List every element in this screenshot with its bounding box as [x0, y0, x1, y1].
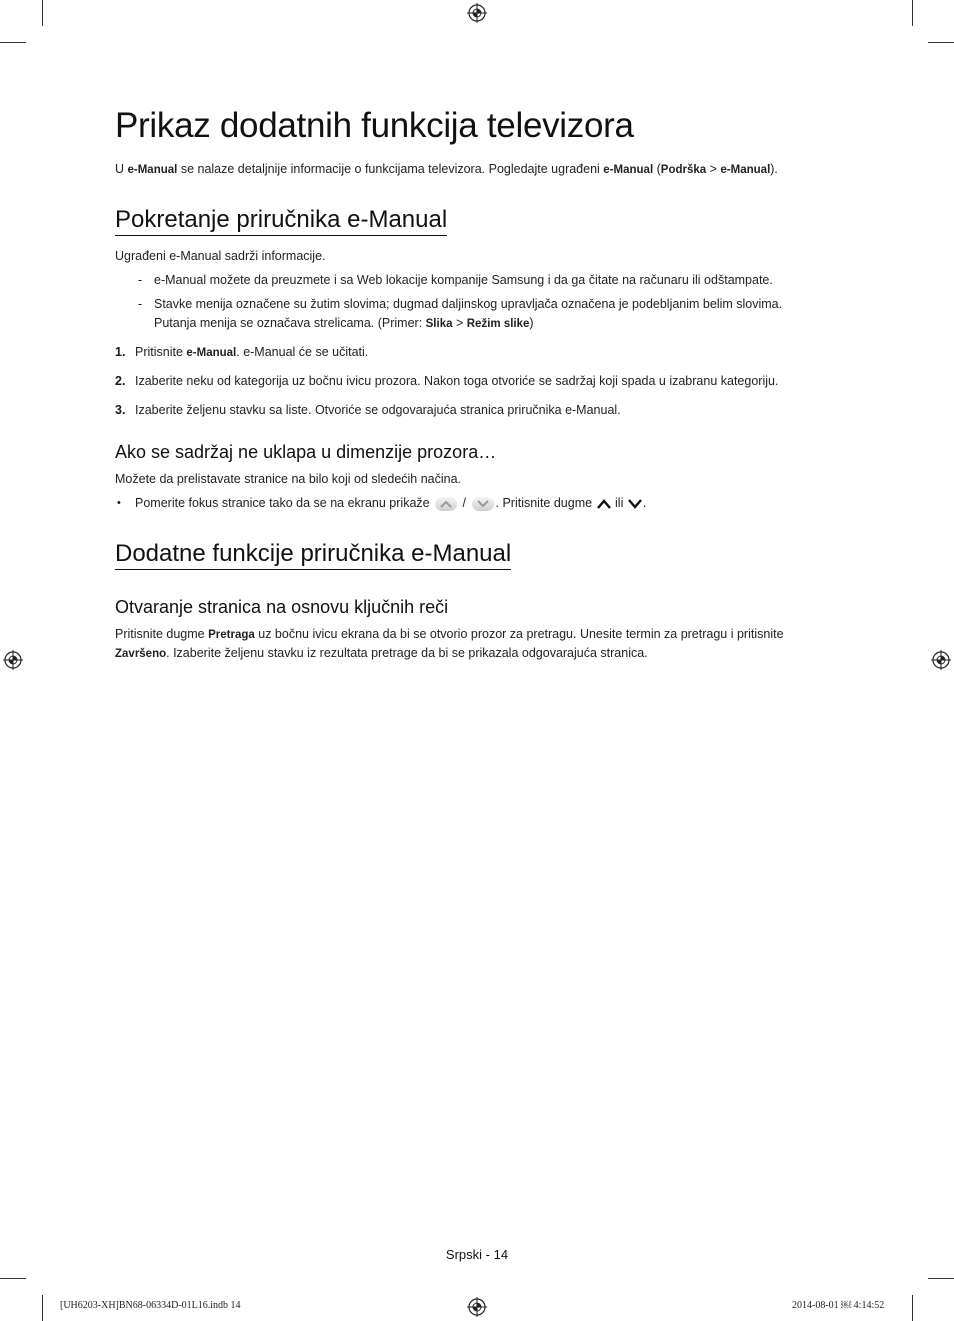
crop-mark — [42, 0, 43, 26]
step-text: Pritisnite e-Manual. e-Manual će se učitati. — [135, 345, 369, 359]
section-heading: Pokretanje priručnika e-Manual — [115, 206, 447, 236]
crop-mark — [928, 1278, 954, 1279]
crop-mark — [912, 0, 913, 26]
registration-mark-icon — [3, 650, 23, 670]
print-slug-right: 2014-08-01 ￼ 4:14:52 — [792, 1300, 885, 1311]
crop-mark — [42, 1295, 43, 1321]
subsection-lead: Možete da prelistavate stranice na bilo koji od sledećih načina. — [115, 472, 462, 486]
print-slug-left: [UH6203-XH]BN68-06334D-01L16.indb 14 — [60, 1300, 241, 1311]
step-text: Izaberite neku od kategorija uz bočnu ivicu prozora. Nakon toga otvoriće se sadržaj koji spada u izabranu kategoriju. — [135, 374, 779, 388]
emanual-term: e-Manual — [127, 164, 178, 176]
dash-marker: - — [138, 297, 143, 311]
button-term: Pretraga — [208, 629, 255, 641]
page-title: Prikaz dodatnih funkcija televizora — [115, 106, 634, 145]
intro-paragraph: U e-Manual se nalaze detaljnije informacije o funkcijama televizora. Pogledajte ugrađeni e-Manual (Podrška > e-Manual). — [115, 162, 778, 176]
step-text: Izaberite željenu stavku sa liste. Otvoriće se odgovarajuća stranica priručnika e-Manual. — [135, 403, 621, 417]
emanual-term: e-Manual — [603, 164, 654, 176]
note-item: e-Manual možete da preuzmete i sa Web lokacije kompanije Samsung i da ga čitate na računaru ili odštampate. — [154, 273, 773, 287]
note-item-continued: Putanja menija se označava strelicama. (Primer: Slika > Režim slike) — [154, 316, 534, 330]
subsection-heading: Otvaranje stranica na osnovu ključnih reči — [115, 597, 449, 617]
subsection-heading: Ako se sadržaj ne uklapa u dimenzije prozora… — [115, 442, 497, 462]
bullet-marker: • — [117, 497, 121, 509]
dash-marker: - — [138, 273, 143, 287]
note-item: Stavke menija označene su žutim slovima; dugmad daljinskog upravljača označena je podebljanim belim slovima. — [154, 297, 783, 311]
emanual-term: e-Manual — [720, 164, 771, 176]
registration-mark-icon — [931, 650, 951, 670]
bullet-item: Pomerite fokus stranice tako da se na ekranu prikaže / . Pritisnite dugme ili . — [135, 496, 647, 510]
menu-support: Podrška — [660, 164, 707, 176]
menu-term: Slika — [425, 318, 453, 330]
step-number: 3. — [115, 403, 126, 417]
scroll-up-pill-icon — [435, 497, 457, 511]
registration-mark-icon — [467, 1297, 487, 1317]
crop-mark — [928, 42, 954, 43]
chevron-down-icon — [627, 498, 643, 510]
step-number: 1. — [115, 345, 126, 359]
crop-mark — [0, 1278, 26, 1279]
button-term: Završeno — [115, 648, 167, 660]
body-paragraph: Pritisnite dugme Pretraga uz bočnu ivicu ekrana da bi se otvorio prozor za pretragu. Unesite termin za pretragu i pritisnite — [115, 627, 784, 641]
registration-mark-icon — [467, 3, 487, 23]
scroll-down-pill-icon — [472, 497, 494, 511]
crop-mark — [0, 42, 26, 43]
chevron-up-icon — [596, 498, 612, 510]
section-heading: Dodatne funkcije priručnika e-Manual — [115, 540, 511, 570]
page-number: Srpski - 14 — [445, 1247, 509, 1262]
body-paragraph-continued: Završeno. Izaberite željenu stavku iz rezultata pretrage da bi se prikazala odgovarajuća stranica. — [115, 646, 648, 660]
crop-mark — [912, 1295, 913, 1321]
section-lead: Ugrađeni e-Manual sadrži informacije. — [115, 249, 326, 263]
emanual-term: e-Manual — [186, 347, 237, 359]
step-number: 2. — [115, 374, 126, 388]
menu-term: Režim slike — [466, 318, 530, 330]
